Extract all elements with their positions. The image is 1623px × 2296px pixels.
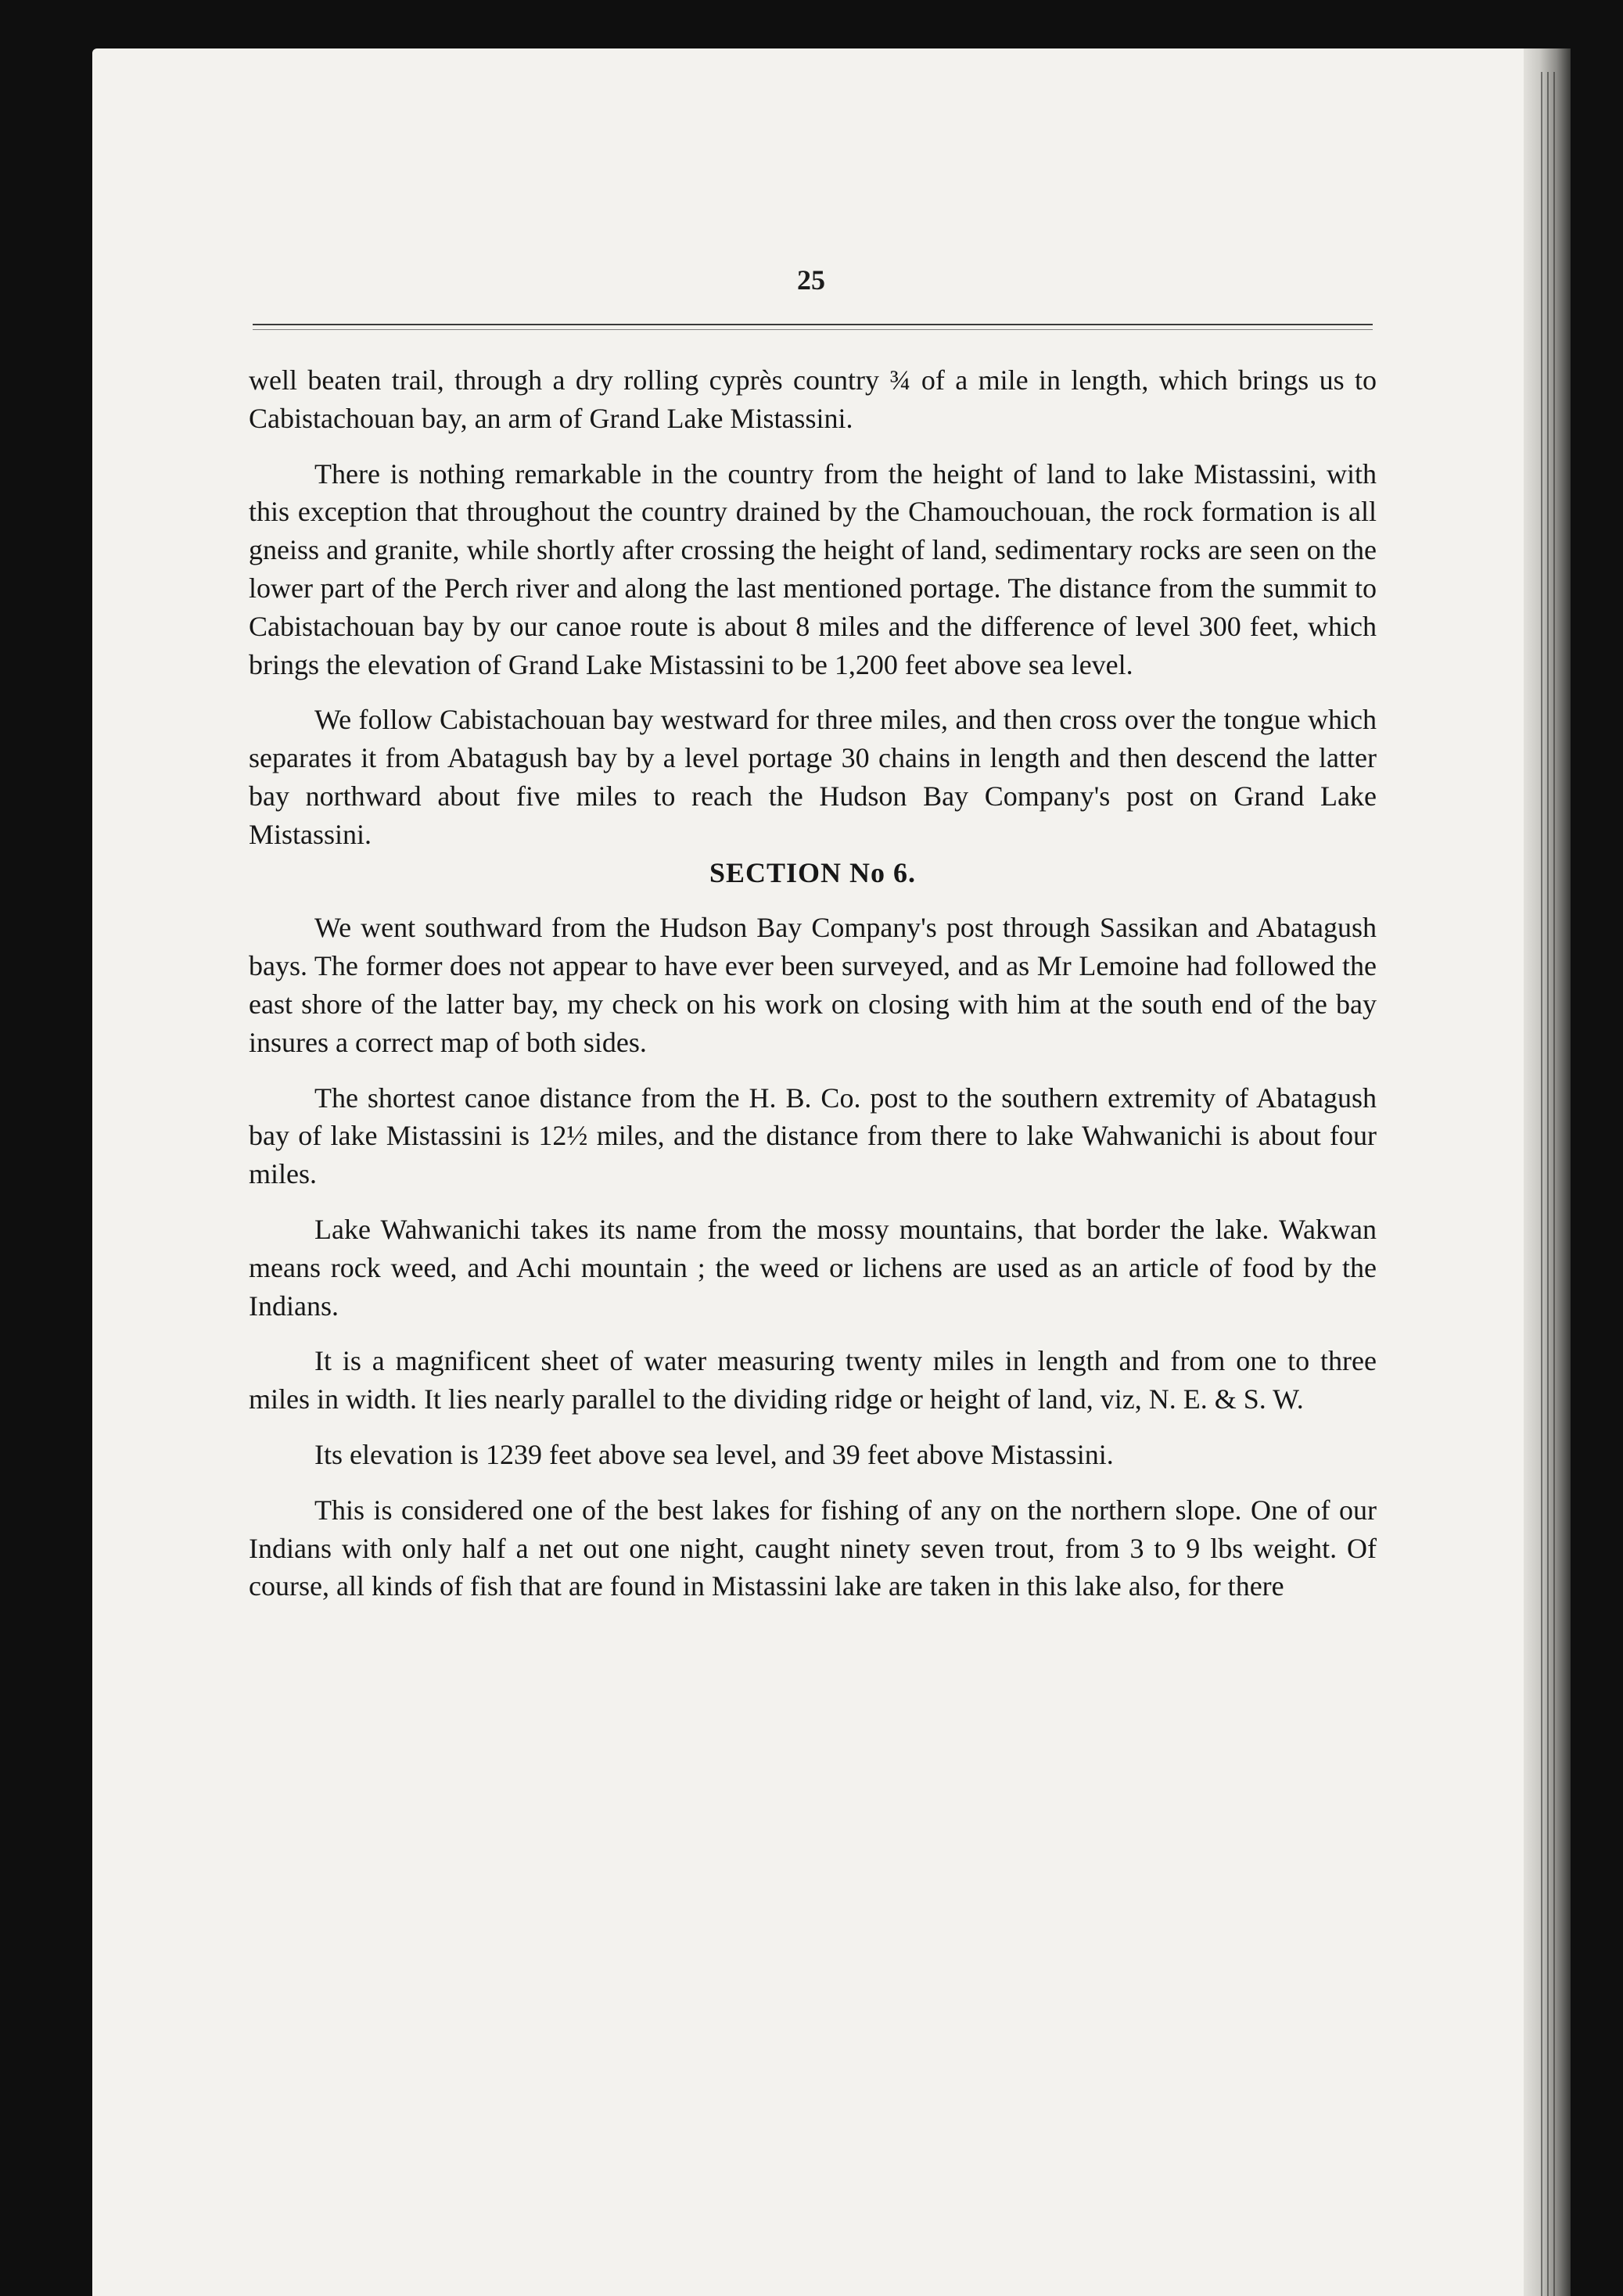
book-page — [92, 48, 1571, 2296]
page-edge-shadow — [1524, 48, 1571, 2296]
paragraph-cabistachouan-bay: We follow Cabistachouan bay westward for three miles, and then cross over the tongue which separates it from Abatagush bay by a level portage 30 chains in length and then descend the latter bay northward about five miles to reach the Hudson Bay Company's post on Grand Lake Mistassini. — [249, 704, 1377, 850]
paragraph-canoe-distance: The shortest canoe distance from the H. B. Co. post to the southern extremity of Abatagush bay of lake Mistassini is 12½ miles, and the distance from there to lake Wahwanichi is about four miles. — [249, 1082, 1377, 1190]
paragraph-height-of-land: There is nothing remarkable in the country from the height of land to lake Mistassini, with this exception that throughout the country drained by the Chamouchouan, the rock formation is all gneiss and granite, while shortly after crossing the height of land, sedimentary rocks are seen on the lower part of the Perch river and along the last mentioned portage. The distance from the summit to Cabistachouan bay by our canoe route is about 8 miles and the difference of level 300 feet, which brings the elevation of Grand Lake Mistassini to be 1,200 feet above sea level. — [249, 457, 1377, 680]
section-heading: SECTION No 6. — [709, 856, 917, 888]
page-number: 25 — [797, 264, 825, 296]
paragraph-continuation: well beaten trail, through a dry rolling cyprès country ¾ of a mile in length, which brings us to Cabistachouan bay, an arm of Grand Lake Mistassini. — [249, 364, 1377, 434]
paragraph-wahwanichi-name: Lake Wahwanichi takes its name from the mossy mountains, that border the lake. Wakwan means rock weed, and Achi mountain ; the weed or lichens are used as an article of food by the Indians. — [249, 1213, 1377, 1322]
page-body — [249, 361, 1377, 1623]
paragraph-fishing: This is considered one of the best lakes for fishing of any on the northern slope. One of our Indians with only half a net out one night, caught ninety seven trout, from 3 to 9 lbs weight. Of course, all kinds of fish that are found in Mistassini lake are taken in this lake also, for there — [249, 1494, 1377, 1602]
paragraph-southward: We went southward from the Hudson Bay Company's post through Sassikan and Abatagush bays. The former does not appear to have ever been surveyed, and as Mr Lemoine had followed the east shore of the latter bay, my check on his work on closing with him at the south end of the bay insures a correct map of both sides. — [249, 912, 1377, 1058]
paragraph-sheet-of-water: It is a magnificent sheet of water measuring twenty miles in length and from one to three miles in width. It lies nearly parallel to the dividing ridge or height of land, viz, N. E. & S. W. — [249, 1345, 1377, 1415]
paragraph-elevation: Its elevation is 1239 feet above sea level, and 39 feet above Mistassini. — [314, 1438, 1114, 1470]
header-rule — [253, 324, 1373, 330]
